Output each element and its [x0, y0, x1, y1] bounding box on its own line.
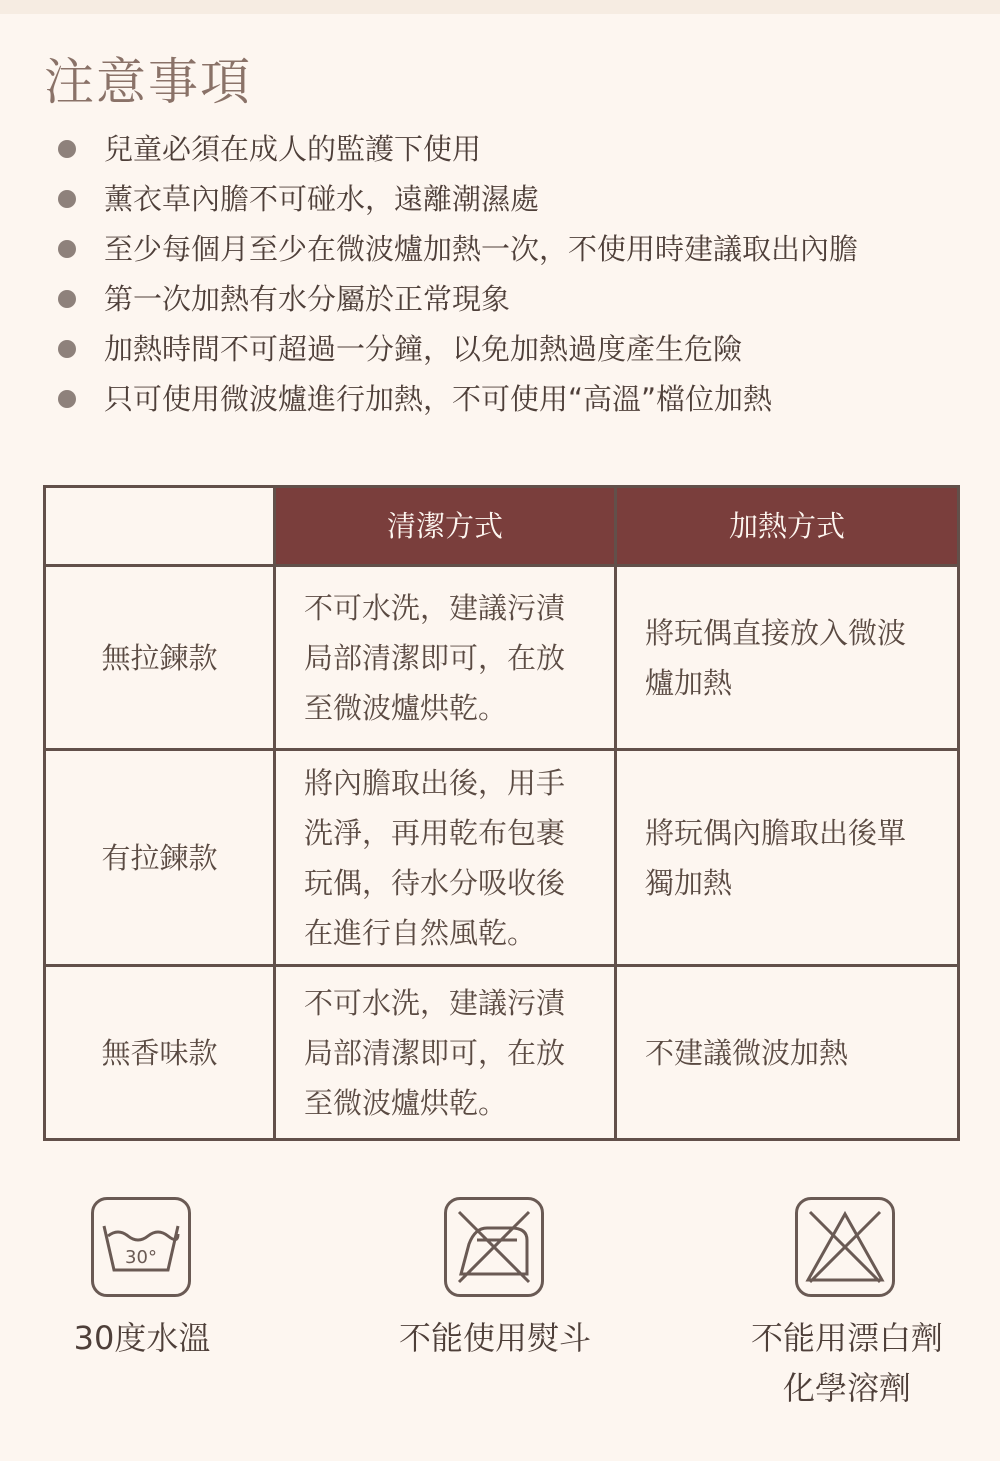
note-text: 加熱時間不可超過一分鐘，以免加熱過度產生危險 [104, 332, 743, 366]
row-label: 有拉鍊款 [45, 750, 275, 966]
care-table [43, 485, 960, 1141]
bullet-icon [58, 390, 76, 408]
note-text: 只可使用微波爐進行加熱，不可使用“高溫”檔位加熱 [104, 382, 773, 416]
heating-cell [616, 566, 959, 750]
top-strip [0, 0, 1000, 14]
heating-line: 獨加熱 [645, 865, 733, 900]
heating-cell [616, 966, 959, 1140]
header-heating: 加熱方式 [616, 487, 959, 566]
cleaning-cell [275, 566, 616, 750]
note-item [58, 324, 858, 374]
note-text: 第一次加熱有水分屬於正常現象 [104, 282, 511, 316]
care-label-line: 不能用漂白劑 [750, 1319, 943, 1357]
note-item [58, 124, 858, 174]
bullet-icon [58, 290, 76, 308]
row-label: 無拉鍊款 [45, 566, 275, 750]
header-cleaning: 清潔方式 [275, 487, 616, 566]
bullet-icon [58, 340, 76, 358]
care-label-wash: 30度水溫 [73, 1319, 211, 1357]
note-item [58, 374, 858, 424]
cleaning-line: 將內膽取出後，用手 [304, 765, 566, 800]
no-bleach-icon [795, 1197, 895, 1297]
cleaning-cell [275, 750, 616, 966]
table-row [45, 566, 959, 750]
page-title: 注意事項 [44, 53, 252, 111]
heating-line: 將玩偶直接放入微波 [645, 615, 907, 650]
cleaning-line: 局部清潔即可，在放 [304, 1035, 566, 1070]
cleaning-line: 不可水洗，建議污漬 [304, 590, 566, 625]
cleaning-cell [275, 966, 616, 1140]
cleaning-line: 不可水洗，建議污漬 [304, 985, 566, 1020]
cleaning-line: 玩偶，待水分吸收後 [304, 865, 566, 900]
heating-line: 爐加熱 [645, 665, 733, 700]
heating-cell [616, 750, 959, 966]
heating-line: 不建議微波加熱 [645, 1035, 849, 1070]
heating-line: 將玩偶內膽取出後單 [645, 815, 907, 850]
note-item [58, 174, 858, 224]
care-label-line: 化學溶劑 [782, 1369, 911, 1407]
wash-temp-text: 30° [125, 1247, 157, 1268]
wash-30-icon [91, 1197, 191, 1297]
table-row [45, 750, 959, 966]
care-label-no-bleach [735, 1313, 959, 1413]
notes-list [58, 124, 858, 424]
note-item [58, 274, 858, 324]
table-row [45, 966, 959, 1140]
bullet-icon [58, 240, 76, 258]
cleaning-line: 局部清潔即可，在放 [304, 640, 566, 675]
note-text: 兒童必須在成人的監護下使用 [104, 132, 482, 166]
bullet-icon [58, 140, 76, 158]
note-text: 至少每個月至少在微波爐加熱一次，不使用時建議取出內膽 [104, 232, 859, 266]
cleaning-line: 洗淨，再用乾布包裹 [304, 815, 566, 850]
cleaning-line: 在進行自然風乾。 [304, 915, 537, 950]
row-label: 無香味款 [45, 966, 275, 1140]
bullet-icon [58, 190, 76, 208]
note-text: 薰衣草內膽不可碰水，遠離潮濕處 [104, 182, 540, 216]
table-corner-cell [45, 487, 275, 566]
cleaning-line: 至微波爐烘乾。 [304, 1085, 508, 1120]
no-iron-icon [444, 1197, 544, 1297]
care-label-no-iron: 不能使用熨斗 [398, 1319, 591, 1357]
table-header-row [45, 487, 959, 566]
cleaning-line: 至微波爐烘乾。 [304, 690, 508, 725]
note-item [58, 224, 858, 274]
